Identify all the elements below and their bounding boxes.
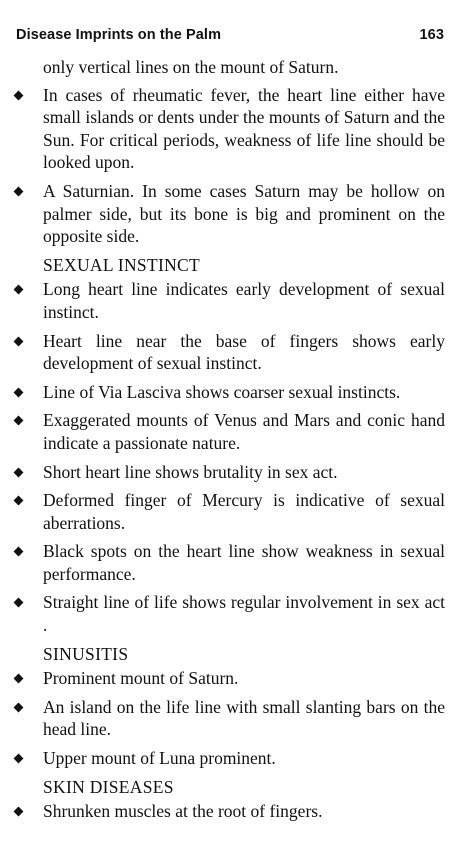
list-item <box>0 180 460 248</box>
list-item-text: Exaggerated mounts of Venus and Mars and conic hand indicate a passionate nature. <box>43 410 445 453</box>
list-item-text: Shrunken muscles at the root of fingers. <box>43 801 323 822</box>
list-item-text: Long heart line indicates early development of sexual instinct. <box>43 279 445 322</box>
list-item <box>0 409 460 454</box>
list-item <box>0 461 460 484</box>
diamond-bullet-icon <box>14 187 24 197</box>
page-body <box>0 56 460 829</box>
list-item-text: Short heart line shows brutality in sex act. <box>43 461 338 482</box>
list-item <box>0 84 460 174</box>
diamond-bullet-icon <box>14 598 24 608</box>
list-item <box>0 747 460 770</box>
diamond-bullet-icon <box>14 547 24 557</box>
list-item <box>0 330 460 375</box>
diamond-bullet-icon <box>14 90 24 100</box>
section-title-sinusitis: SINUSITIS <box>43 643 129 664</box>
list-item-text: Prominent mount of Saturn. <box>43 668 239 689</box>
page-header <box>16 27 444 43</box>
list-item-text: Black spots on the heart line show weakness in sexual performance. <box>43 541 445 584</box>
diamond-bullet-icon <box>14 702 24 712</box>
list-item-text: Heart line near the base of fingers shows early development of sexual instinct. <box>43 330 445 374</box>
diamond-bullet-icon <box>14 285 24 295</box>
diamond-bullet-icon <box>14 336 24 346</box>
continuation-text: only vertical lines on the mount of Saturn. <box>43 57 339 77</box>
list-item-text: An island on the life line with small slanting bars on the head line. <box>43 696 445 740</box>
list-item <box>0 696 460 741</box>
diamond-bullet-icon <box>14 807 24 817</box>
list-item <box>0 278 460 323</box>
list-item-text: Deformed finger of Mercury is indicative of sexual aberrations. <box>43 490 445 533</box>
list-item <box>0 800 460 823</box>
section-title-skin-diseases: SKIN DISEASES <box>43 776 174 797</box>
list-item <box>0 489 460 534</box>
list-item-text: Straight line of life shows regular involvement in sex act . <box>43 592 445 636</box>
diamond-bullet-icon <box>14 387 24 397</box>
running-title: Disease Imprints on the Palm <box>16 27 222 43</box>
list-item <box>0 667 460 690</box>
list-item-text: Upper mount of Luna prominent. <box>43 748 276 769</box>
list-item-text: In cases of rheumatic fever, the heart line either have small islands or dents under the mounts of Saturn and the Sun. For critical periods, weakness of life line should be looked upon. <box>43 84 445 173</box>
page-number: 163 <box>419 27 444 43</box>
list-item <box>0 540 460 585</box>
list-item-text: A Saturnian. In some cases Saturn may be hollow on palmer side, but its bone is big and prominent on the opposite side. <box>43 180 445 247</box>
section-title-sexual-instinct: SEXUAL INSTINCT <box>43 254 200 275</box>
diamond-bullet-icon <box>14 754 24 764</box>
diamond-bullet-icon <box>14 416 24 426</box>
list-item <box>0 591 460 636</box>
diamond-bullet-icon <box>14 467 24 477</box>
list-item-text: Line of Via Lasciva shows coarser sexual instincts. <box>43 381 401 402</box>
diamond-bullet-icon <box>14 674 24 684</box>
list-item <box>0 381 460 404</box>
diamond-bullet-icon <box>14 496 24 506</box>
